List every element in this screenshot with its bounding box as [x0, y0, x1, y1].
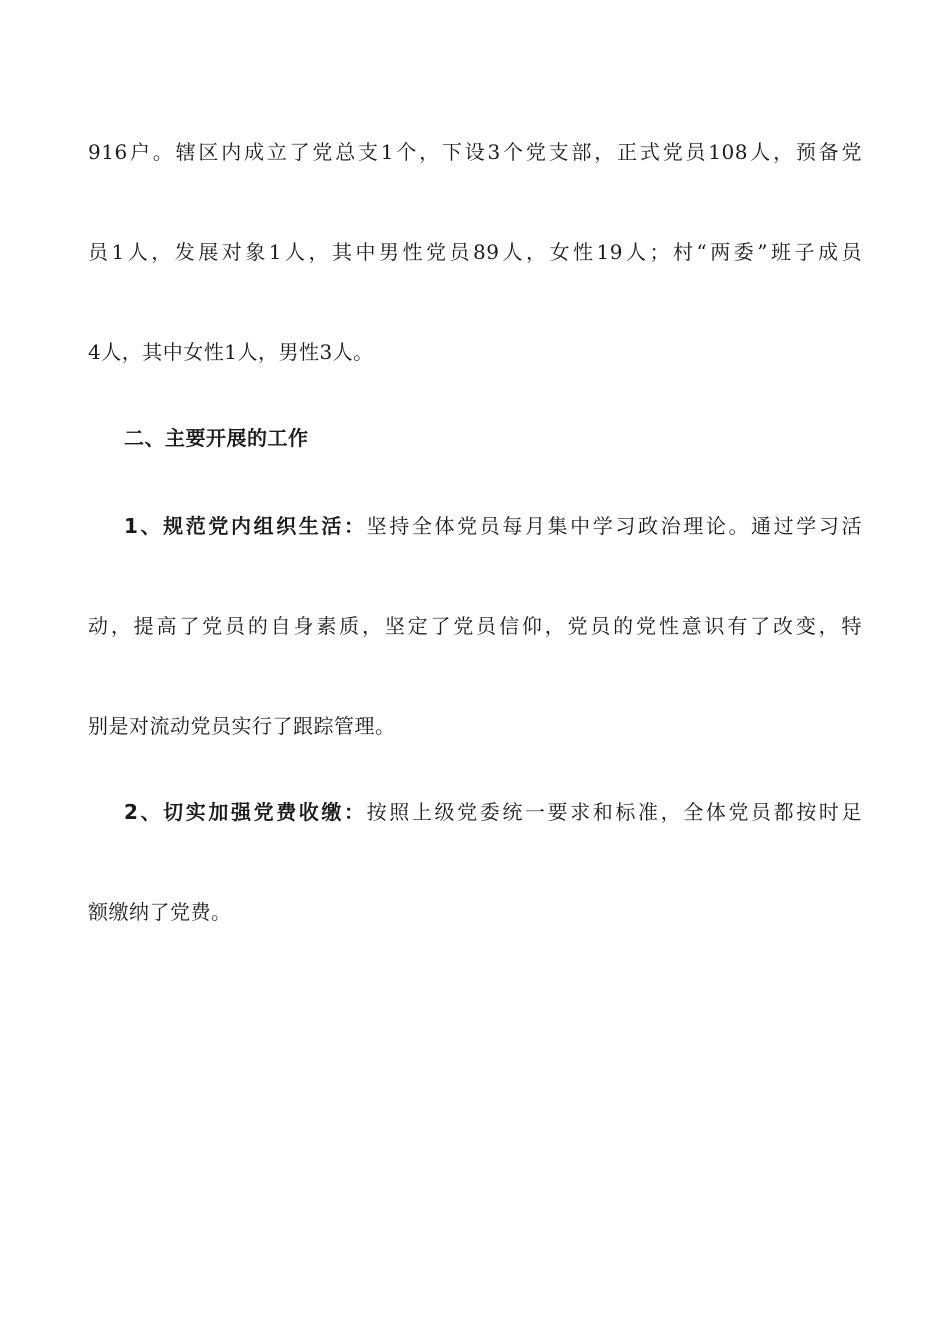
item-2-text-1: 按照上级党委统一要求和标准，全体党员都按时足 — [366, 800, 863, 824]
paragraph-1-line-2: 员1人，发展对象1人，其中男性党员89人，女性19人；村“两委”班子成员 — [88, 240, 862, 264]
item-1-title: 1、规范党内组织生活： — [124, 514, 367, 538]
item-2-line-2: 额缴纳了党费。 — [88, 900, 232, 924]
item-2-line-1 — [124, 798, 862, 826]
paragraph-1-line-3: 4人，其中女性1人，男性3人。 — [88, 340, 374, 364]
paragraph-1-line-1: 916户。辖区内成立了党总支1个，下设3个党支部，正式党员108人，预备党 — [88, 140, 862, 164]
item-2-title: 2、切实加强党费收缴： — [124, 800, 367, 824]
item-1-line-2: 动，提高了党员的自身素质，坚定了党员信仰，党员的党性意识有了改变，特 — [88, 614, 862, 638]
item-1-line-3: 别是对流动党员实行了跟踪管理。 — [88, 714, 396, 738]
item-1-line-1 — [124, 512, 862, 540]
section-heading: 二、主要开展的工作 — [124, 426, 309, 450]
item-1-text-1: 坚持全体党员每月集中学习政治理论。通过学习活 — [366, 514, 863, 538]
